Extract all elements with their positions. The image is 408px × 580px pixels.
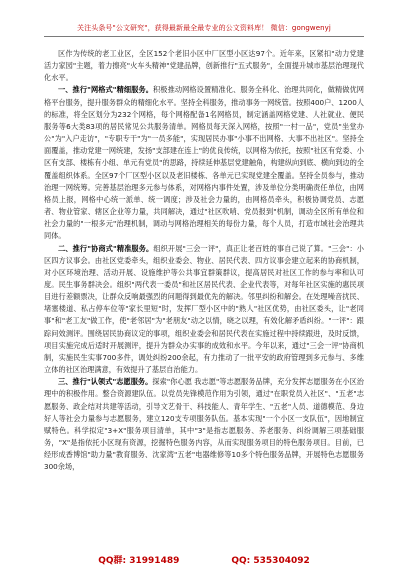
document-body	[44, 48, 364, 548]
section-1-paragraph	[44, 84, 364, 242]
footer-qq-group: QQ群: 31991489	[98, 556, 180, 566]
section-2-text: 组织开展"三会一评"，真正让老百姓的事自己说了算。"三会"：小区四方议事会。由社区党委牵头，组织业委会、物业、居民代表、四方议事会建立起来的协商机制，对小区环境治理、活动开展、设施维护等公共事宜群策群议，提高居民对社区工作的参与率和认可度。民生事务群决会。组织"两代表一委员"和社区居民代表、企业代表等，对每年社区实施的惠民项目进行差额票决，让群众反响最强烈的问题得到最优先的解决。邻里纠纷和解会。在处理噪音扰民、堵塞楼道、私占停车位等"家长里短"时，发挥厂型小区中的"熟人"社区优势，由社区委头，让"老同事"和"老工友"做工作，使"老邻居"为"老朋友"动之以情，晓之以理，有效化解矛盾纠纷。"一评"：跟踪问效测评。围绕居民协商议定的事项，组织业委会和居民代表在实施过程中持续跟进，及时反馈，项目实施完成后适时开展测评，提升为群众办实事的成效和水平。今年以来，通过"三会一评"协商机制，实施民生实事700多件，调处纠纷200余起，有力推动了一批平安的政府管理到多元参与、多维立体的社区治理满意，有效提升了基层自治能力。	[44, 243, 364, 375]
intro-paragraph: 区作为传统的老工业区，全区152个老旧小区中厂区型小区达97个。近年来，区紧扣"动力党建 活力家园"主题，着力擦亮"火车头精神"党建品牌，创新推行"五式服务"，全面提升城市基层治理现代化水平。	[44, 49, 364, 83]
section-1-text: 积极推动网格设置精准化、服务全科化、治理共同化，做精做优网格平台服务，提升服务群众的精细化水平。坚持全科服务，推动事务一网统管。按照400户、1200人的标准，将全区划分为232个网格，每个网格配备1名网格员，制定涵盖网格党建、人社就业、便民服务等6大类83项的居民常见公共服务清单。网格员每天深入网格，按照"一村一品"，党员"坐堂办公"为"入户走访"，"专职专干"为"一员多能"，实现居民办事"小事不出网格、大事不出社区"。坚持全面覆盖，推动党建一网统建，发扬"支部建在连上"的优良传统，以网格为依托，按照"社区有党委、小区有支部、楼栋有小组、单元有党员"的思路，持续延伸基层党建触角，构建纵向到底、横向到边的全覆盖组织体系。全区97个厂区型小区以及老旧楼栋、各单元已实现党建全覆盖。坚持全员参与，推动治理一网统筹。完善基层治理多元参与体系，对网格内事件处置，涉及单位分类明确责任单位，由网格员上报，网格中心统一派单、统一调度；涉及社会力量的，由网格员牵头，积极协调党员、志愿者、物业管家、辖区企业等力量，共同解决，通过"社区吹哨、党员报到"机制，调动全区所有单位和社会力量的"一根多元"治理机制，调动与网格治理相关的每份力量，每个人员，打造市域社会治理共同体。	[44, 85, 364, 241]
header-banner: 关注头条号"公文研究"，获得最新最全最专业的公文资料库！ 微信：gongwenyj	[44, 24, 364, 37]
section-3-paragraph	[44, 376, 364, 473]
section-3-text: 探索"你心愿 我志愿"等志愿服务品牌，充分发挥志愿服务在小区治理中的积极作用。整合资源建队伍。以党员先锋模范作用为引领，通过"在职党员入社区"、"五老"志愿服务、政企结对共建等活动，引导文艺骨干、科技能人、青年学生、"五老"人员、道德模范、身边好人等社会力量参与志愿服务，建立120支专项服务队伍。基本实现"一个小区一支队伍"，因地制宜赋特色。科学拟定"3+X"服务项目清单，其中"3"是指志愿服务、养老服务、纠纷调解三项基础服务，"X"是指依托小区现有资源，挖掘特色服务内容，从而实现服务项目的特色服务项目。目前，已经形成香博馆"助力量"教育服务、沈家湾"五老"电器维修等10多个特色服务品牌，开展特色志愿服务300余场，	[44, 377, 364, 472]
section-2-heading: 二、推行"协商式"精准服务。	[58, 243, 154, 253]
section-3-heading: 三、推行"认领式"志愿服务。	[58, 377, 153, 387]
section-1-heading: 一、推行"网格式"精细服务。	[58, 85, 154, 95]
section-2-paragraph	[44, 243, 364, 377]
footer-contact	[0, 554, 408, 568]
footer-qq: QQ: 535304092	[231, 556, 310, 566]
